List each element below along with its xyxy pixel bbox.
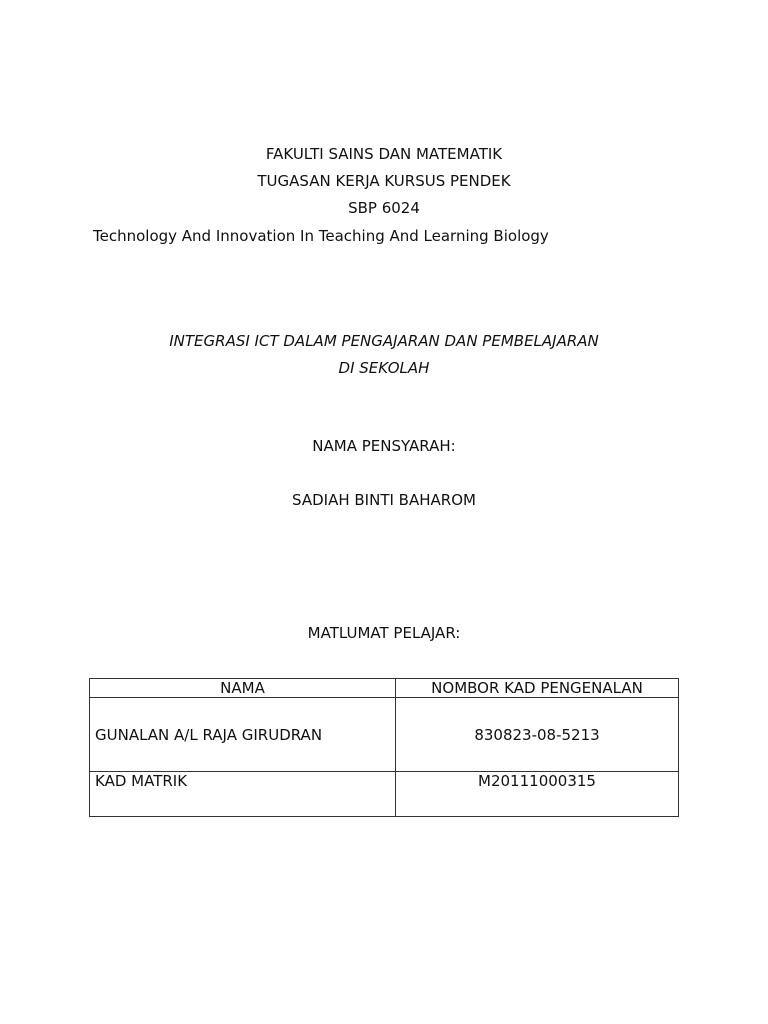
student-info-label: MATLUMAT PELAJAR:: [307, 624, 461, 642]
column-header-ic-number: NOMBOR KAD PENGENALAN: [396, 679, 679, 698]
course-title: Technology And Innovation In Teaching And Learning Biology: [93, 227, 549, 245]
ic-number-cell: 830823-08-5213: [396, 698, 679, 772]
student-info-table: [89, 678, 679, 817]
table-row: [90, 772, 679, 817]
matric-number-cell: M20111000315: [396, 772, 679, 817]
matric-label-cell: KAD MATRIK: [90, 772, 396, 817]
table-header-row: [90, 679, 679, 698]
student-name-cell: GUNALAN A/L RAJA GIRUDRAN: [90, 698, 396, 772]
column-header-name: NAMA: [90, 679, 396, 698]
lecturer-label: NAMA PENSYARAH:: [312, 437, 456, 455]
faculty-heading: FAKULTI SAINS DAN MATEMATIK: [265, 145, 503, 163]
topic-title-line2: DI SEKOLAH: [338, 359, 430, 377]
topic-title-line1: INTEGRASI ICT DALAM PENGAJARAN DAN PEMBELAJARAN: [169, 332, 599, 350]
assignment-heading: TUGASAN KERJA KURSUS PENDEK: [257, 172, 511, 190]
table-row: [90, 698, 679, 772]
course-code: SBP 6024: [348, 199, 420, 217]
lecturer-name: SADIAH BINTI BAHAROM: [292, 491, 476, 509]
